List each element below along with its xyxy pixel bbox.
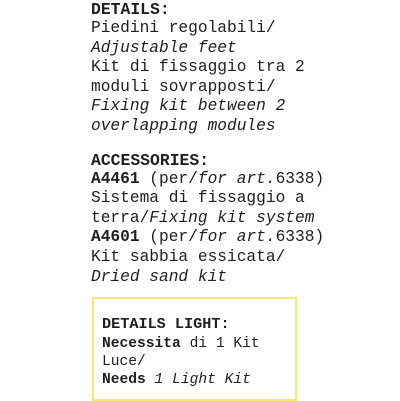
details-light-box [92, 297, 297, 401]
accessory-item-a4461 [91, 170, 396, 229]
details-light-italian-line-2: Luce/ [102, 354, 146, 370]
needs-english-rest: 1 Light Kit [145, 372, 251, 388]
accessory-ref-for: for art. [197, 228, 276, 247]
details-item-italian-text: Kit di fissaggio tra 2 [91, 58, 305, 77]
accessory-ref-num: 6338) [275, 169, 325, 188]
accessory-english-text: Dried sand kit [91, 267, 227, 286]
details-item-english-text: Fixing kit between 2 [91, 97, 286, 116]
accessory-ref-open: (per/ [139, 169, 198, 188]
details-item-italian-text: moduli sovrapposti/ [91, 77, 276, 96]
needs-italian-bold: Necessita [102, 336, 181, 352]
accessory-code-line [91, 228, 396, 248]
details-item-italian-text: Piedini regolabili/ [91, 19, 276, 37]
accessory-code-line [91, 170, 396, 190]
accessory-ref-open: (per/ [139, 228, 198, 247]
details-light-english-line [102, 371, 295, 389]
accessories-heading: ACCESSORIES: [91, 150, 210, 170]
needs-english-bold: Needs [102, 372, 146, 388]
accessory-ref-for: for art. [197, 169, 276, 188]
section-spacer [91, 137, 396, 151]
accessory-italian-text: terra/ [91, 208, 150, 227]
needs-italian-rest: di 1 Kit [180, 336, 260, 352]
accessory-code: A4601 [91, 228, 140, 247]
accessory-italian-text: Sistema di fissaggio a [91, 189, 305, 208]
accessory-code: A4461 [91, 169, 140, 188]
accessory-italian-text: Kit sabbia essicata/ [91, 247, 286, 266]
details-light-italian-line [102, 335, 295, 353]
accessory-mixed-line [91, 209, 396, 229]
accessory-english-text: Fixing kit system [149, 208, 315, 227]
details-heading: DETAILS: [91, 0, 170, 19]
details-item-adjustable-feet [91, 19, 396, 58]
accessory-item-a4601 [91, 228, 396, 287]
product-details-document [91, 0, 396, 287]
details-item-english-text: overlapping modules [91, 116, 276, 135]
details-item-english-text: Adjustable feet [91, 38, 237, 57]
details-light-heading: DETAILS LIGHT: [102, 315, 230, 333]
details-item-fixing-kit [91, 58, 396, 136]
accessory-ref-num: 6338) [275, 228, 325, 247]
